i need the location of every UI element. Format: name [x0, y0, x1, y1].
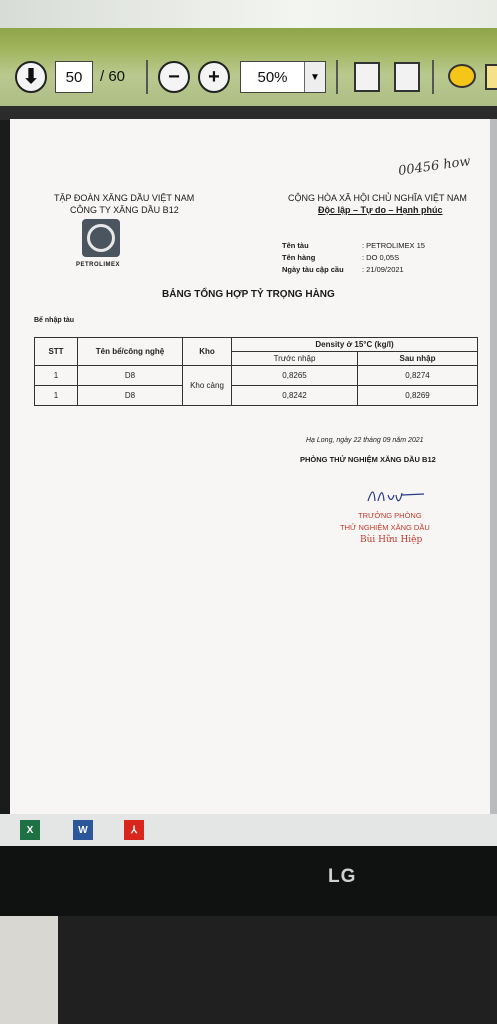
- info-label: Tên hàng: [282, 253, 316, 262]
- monitor-bezel: [0, 846, 497, 916]
- cell-tank: D8: [78, 366, 183, 386]
- header-kho: Kho: [183, 338, 232, 366]
- cell-after: 0,8274: [358, 366, 478, 386]
- header-tank: Tên bể/công nghệ: [78, 338, 183, 366]
- date-line: Hạ Long, ngày 22 tháng 09 năm 2021: [306, 437, 424, 444]
- toolbar-divider: [336, 60, 338, 94]
- header-density: Density ở 15°C (kg/l): [232, 338, 478, 352]
- company-name: CÔNG TY XĂNG DẦU B12: [70, 205, 179, 215]
- table-row: [35, 386, 478, 406]
- excel-icon[interactable]: X: [20, 820, 40, 840]
- head-title: TRƯỞNG PHÒNG: [358, 511, 422, 520]
- zoom-out-button[interactable]: [158, 61, 190, 93]
- petrolimex-logo: [82, 219, 120, 257]
- pdf-page: [10, 119, 490, 814]
- header-after: Sau nhập: [358, 352, 478, 366]
- sticky-note-icon[interactable]: [485, 64, 497, 90]
- republic-motto: Độc lập – Tự do – Hạnh phúc: [318, 205, 443, 215]
- lg-logo: LG: [328, 866, 357, 887]
- section-heading: Bể nhập tàu: [34, 317, 75, 324]
- scroll-area: [490, 119, 497, 814]
- republic-title: CỘNG HÒA XÃ HỘI CHỦ NGHĨA VIỆT NAM: [288, 193, 467, 203]
- header-stt: STT: [35, 338, 78, 366]
- cell-stt: 1: [35, 366, 78, 386]
- cell-before: 0,8242: [232, 386, 358, 406]
- cell-kho: Kho cảng: [183, 366, 232, 406]
- document-title: BẢNG TỔNG HỢP TỶ TRỌNG HÀNG: [162, 289, 335, 300]
- cell-stt: 1: [35, 386, 78, 406]
- handwritten-note: 00456 how: [397, 154, 472, 179]
- table-row: [35, 366, 478, 386]
- desk-background: [0, 916, 497, 1024]
- lab-name: PHÒNG THỬ NGHIỆM XĂNG DẦU B12: [300, 455, 436, 464]
- toolbar-divider: [146, 60, 148, 94]
- info-value: : PETROLIMEX 15: [362, 241, 425, 250]
- density-table: [34, 337, 478, 406]
- screen-glare: [0, 0, 497, 30]
- next-page-button[interactable]: [15, 61, 47, 93]
- info-value: : 21/09/2021: [362, 265, 404, 274]
- head-name: Bùi Hữu Hiệp: [360, 535, 423, 545]
- minus-icon: −: [168, 66, 180, 88]
- zoom-value: 50%: [257, 68, 288, 86]
- pdf-icon[interactable]: ⅄: [124, 820, 144, 840]
- fit-width-button[interactable]: [394, 62, 420, 92]
- head-department: THỬ NGHIỆM XĂNG DẦU: [340, 523, 430, 532]
- chevron-down-icon[interactable]: ▼: [304, 62, 325, 92]
- info-label: Ngày tàu cập cầu: [282, 265, 344, 274]
- cell-tank: D8: [78, 386, 183, 406]
- cell-after: 0,8269: [358, 386, 478, 406]
- comment-icon[interactable]: [448, 64, 476, 88]
- logo-text: PETROLIMEX: [76, 262, 121, 268]
- word-icon[interactable]: W: [73, 820, 93, 840]
- pdf-toolbar: [0, 28, 497, 106]
- zoom-in-button[interactable]: [198, 61, 230, 93]
- viewer-background: [0, 106, 497, 120]
- page-total-label: / 60: [100, 68, 126, 85]
- org-name: TẬP ĐOÀN XĂNG DẦU VIỆT NAM: [54, 193, 195, 203]
- zoom-select[interactable]: [240, 61, 326, 93]
- arrow-down-icon: ⬇: [22, 66, 40, 88]
- wall-background: [0, 916, 58, 1024]
- toolbar-divider: [432, 60, 434, 94]
- fit-page-button[interactable]: [354, 62, 380, 92]
- page-number-input[interactable]: 50: [55, 61, 93, 93]
- cell-before: 0,8265: [232, 366, 358, 386]
- info-value: : DO 0,05S: [362, 253, 400, 262]
- signature: [366, 487, 426, 503]
- header-before: Trước nhập: [232, 352, 358, 366]
- plus-icon: +: [208, 66, 220, 88]
- taskbar: [0, 814, 497, 846]
- info-label: Tên tàu: [282, 241, 309, 250]
